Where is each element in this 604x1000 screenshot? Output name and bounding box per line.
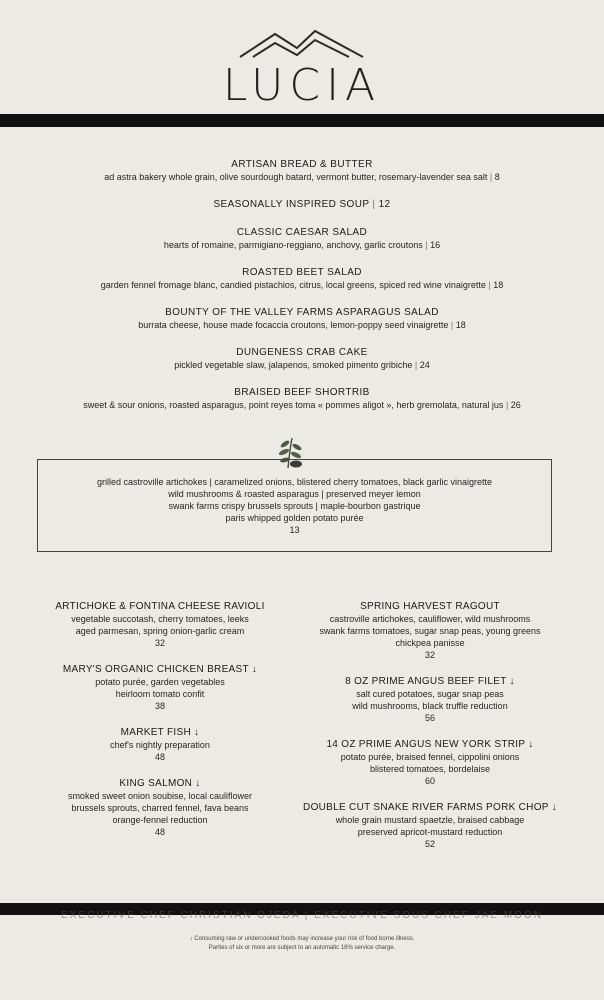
menu-item-title: DUNGENESS CRAB CAKE (236, 347, 368, 358)
menu-item-title: ROASTED BEET SALAD (242, 267, 362, 278)
entree-desc: orange-fennel reduction (112, 815, 208, 825)
menu-item-title: BOUNTY OF THE VALLEY FARMS ASPARAGUS SALAD (165, 307, 439, 318)
restaurant-name: LUCIA (222, 60, 382, 111)
menu-item-desc (0, 279, 604, 291)
menu-item-price: 24 (419, 360, 430, 370)
menu-item-title: BRAISED BEEF SHORTRIB (234, 387, 370, 398)
price-separator: | (487, 172, 495, 182)
entree-desc: salt cured potatoes, sugar snap peas (356, 689, 504, 699)
entree-desc: wild mushrooms, black truffle reduction (352, 701, 508, 711)
entree-title: ARTICHOKE & FONTINA CHEESE RAVIOLI (55, 601, 265, 612)
menu-item (0, 266, 604, 291)
menu-item (0, 306, 604, 331)
footer-notes (0, 935, 604, 953)
entree-title: SPRING HARVEST RAGOUT (360, 601, 500, 612)
entree-item (295, 738, 565, 787)
menu-item-desc (0, 359, 604, 371)
entree-item (30, 600, 290, 649)
menu-item-desc (0, 239, 604, 251)
side-line: paris whipped golden potato purée (225, 513, 364, 523)
menu-item-title: ARTISAN BREAD & BUTTER (231, 159, 373, 170)
menu-item-desc (0, 399, 604, 411)
entree-price: 52 (424, 839, 435, 849)
entree-item (295, 600, 565, 661)
menu-item-desc (0, 319, 604, 331)
entree-desc: chickpea panisse (395, 638, 465, 648)
menu-item (0, 386, 604, 411)
price-separator: | (412, 360, 420, 370)
entree-price: 32 (424, 650, 435, 660)
menu-item-description: burrata cheese, house made focaccia croutons, lemon-poppy seed vinaigrette (138, 320, 449, 330)
raw-food-warning: ↓ Consuming raw or undercooked foods may increase your risk of food borne illness. (189, 936, 415, 942)
menu-item-price: 12 (378, 199, 391, 210)
entrees-right-column (295, 600, 565, 864)
entree-desc: heirloom tomato confit (115, 689, 205, 699)
service-charge-note: Parties of six or more are subject to an automatic 18% service charge. (208, 945, 396, 951)
header-divider (0, 114, 604, 127)
entree-title: MARKET FISH ↓ (120, 727, 200, 738)
entree-desc: chef's nightly preparation (110, 740, 210, 750)
restaurant-logo (0, 26, 604, 110)
price-separator: | (369, 199, 379, 210)
entree-title: DOUBLE CUT SNAKE RIVER FARMS PORK CHOP ↓ (303, 802, 557, 813)
menu-item-description: pickled vegetable slaw, jalapenos, smoked pimento gribiche (174, 360, 413, 370)
entree-desc: potato purée, garden vegetables (95, 677, 225, 687)
entree-desc: swank farms tomatoes, sugar snap peas, young greens (319, 626, 541, 636)
chef-credits: EXECUTIVE CHEF CHRISTIAN OJEDA | EXECUTIVE SOUS CHEF JAE MOON (61, 911, 543, 920)
entree-title: KING SALMON ↓ (119, 778, 201, 789)
menu-item-price: 16 (430, 240, 441, 250)
menu-item-description: ad astra bakery whole grain, olive sourdough batard, vermont butter, rosemary-lavender sea salt (104, 172, 488, 182)
entree-price: 38 (154, 701, 165, 711)
entree-item (30, 777, 290, 838)
entree-price: 32 (154, 638, 165, 648)
entree-desc: blistered tomatoes, bordelaise (369, 764, 491, 774)
menu-item-price: 18 (493, 280, 504, 290)
entree-item (295, 675, 565, 724)
appetizers-section (0, 158, 604, 426)
entree-price: 56 (424, 713, 435, 723)
entree-price: 60 (424, 776, 435, 786)
entree-desc: whole grain mustard spaetzle, braised cabbage (335, 815, 525, 825)
entrees-left-column (30, 600, 290, 852)
menu-item (0, 198, 604, 211)
entree-price: 48 (154, 827, 165, 837)
menu-item-description: sweet & sour onions, roasted asparagus, point reyes toma « pommes aligot », herb gremolata, natural jus (83, 400, 504, 410)
menu-item-title: CLASSIC CAESAR SALAD (236, 227, 368, 238)
entree-item (30, 726, 290, 763)
entree-desc: castroville artichokes, cauliflower, wild mushrooms (329, 614, 531, 624)
entree-desc: preserved apricot-mustard reduction (357, 827, 503, 837)
menu-item-description: hearts of romaine, parmigiano-reggiano, anchovy, garlic croutons (163, 240, 423, 250)
menu-item-price: 26 (510, 400, 521, 410)
entree-price: 48 (154, 752, 165, 762)
entree-item (295, 801, 565, 850)
price-separator: | (448, 320, 456, 330)
menu-item-price: 8 (494, 172, 500, 182)
entree-title: 14 OZ PRIME ANGUS NEW YORK STRIP ↓ (326, 739, 534, 750)
entree-title: 8 OZ PRIME ANGUS BEEF FILET ↓ (345, 676, 515, 687)
menu-item-title (0, 198, 604, 211)
price-separator: | (485, 280, 494, 290)
menu-item-title-text: SEASONALLY INSPIRED SOUP (213, 199, 370, 210)
menu-item (0, 158, 604, 183)
menu-item-price: 18 (455, 320, 466, 330)
price-separator: | (503, 400, 511, 410)
entree-desc: brussels sprouts, charred fennel, fava beans (71, 803, 249, 813)
menu-item (0, 226, 604, 251)
entree-desc: smoked sweet onion soubise, local cauliflower (67, 791, 253, 801)
entree-desc: aged parmesan, spring onion-garlic cream (75, 626, 245, 636)
price-separator: | (422, 240, 431, 250)
side-line: grilled castroville artichokes | caramelized onions, blistered cherry tomatoes, black garlic vinaigrette (96, 477, 492, 487)
menu-item (0, 346, 604, 371)
side-line: wild mushrooms & roasted asparagus | preserved meyer lemon (168, 489, 421, 499)
mountain-icon (237, 26, 367, 60)
menu-item-description: garden fennel fromage blanc, candied pistachios, citrus, local greens, spiced red wine vinaigrette (100, 280, 486, 290)
menu-item-desc (0, 171, 604, 183)
entree-title: MARY'S ORGANIC CHICKEN BREAST ↓ (62, 664, 258, 675)
entree-item (30, 663, 290, 712)
entree-desc: potato purée, braised fennel, cippolini onions (340, 752, 520, 762)
side-line: swank farms crispy brussels sprouts | maple-bourbon gastrique (168, 501, 421, 511)
entree-desc: vegetable succotash, cherry tomatoes, leeks (71, 614, 249, 624)
sides-price: 13 (289, 525, 300, 535)
sides-box (37, 459, 552, 552)
